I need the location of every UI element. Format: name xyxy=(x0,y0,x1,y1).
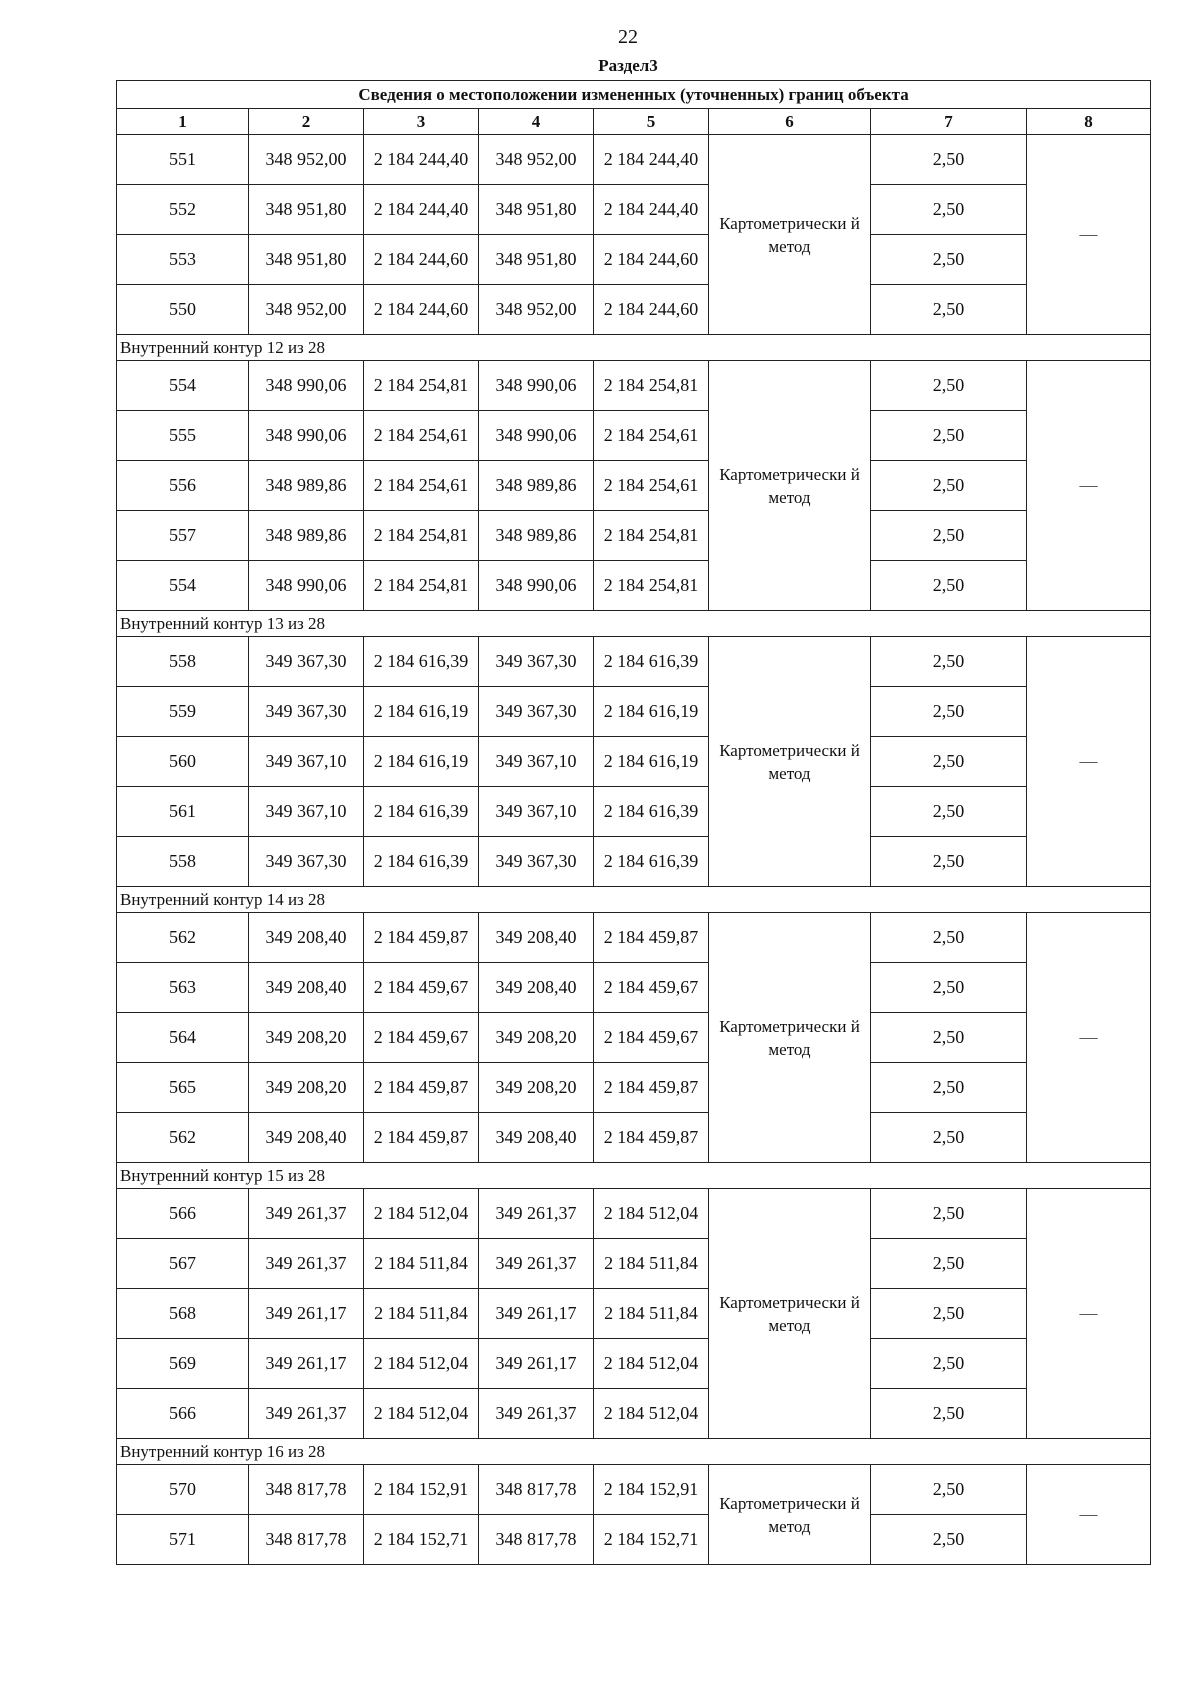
x-new-cell: 348 989,86 xyxy=(479,511,594,561)
x-old-cell: 348 952,00 xyxy=(249,135,364,185)
point-number-cell: 555 xyxy=(117,411,249,461)
coordinates-table xyxy=(116,80,1151,1565)
y-new-cell: 2 184 512,04 xyxy=(594,1389,709,1439)
contour-header-row xyxy=(117,611,1151,637)
point-number-cell: 567 xyxy=(117,1239,249,1289)
table-row xyxy=(117,837,1151,887)
x-old-cell: 349 367,10 xyxy=(249,787,364,837)
x-new-cell: 348 990,06 xyxy=(479,411,594,461)
contour-label: Внутренний контур 13 из 28 xyxy=(117,611,1151,637)
accuracy-cell: 2,50 xyxy=(871,687,1027,737)
accuracy-cell: 2,50 xyxy=(871,1389,1027,1439)
y-new-cell: 2 184 459,87 xyxy=(594,1113,709,1163)
accuracy-cell: 2,50 xyxy=(871,285,1027,335)
x-old-cell: 349 367,30 xyxy=(249,837,364,887)
accuracy-cell: 2,50 xyxy=(871,1013,1027,1063)
x-new-cell: 348 817,78 xyxy=(479,1515,594,1565)
y-old-cell: 2 184 459,87 xyxy=(364,913,479,963)
point-number-cell: 554 xyxy=(117,561,249,611)
y-old-cell: 2 184 459,87 xyxy=(364,1113,479,1163)
table-row xyxy=(117,1389,1151,1439)
column-header-3: 3 xyxy=(364,109,479,135)
x-new-cell: 349 208,20 xyxy=(479,1063,594,1113)
column-header-4: 4 xyxy=(479,109,594,135)
table-row xyxy=(117,1189,1151,1239)
y-old-cell: 2 184 616,19 xyxy=(364,737,479,787)
y-old-cell: 2 184 459,87 xyxy=(364,1063,479,1113)
y-old-cell: 2 184 152,71 xyxy=(364,1515,479,1565)
y-new-cell: 2 184 244,40 xyxy=(594,185,709,235)
accuracy-cell: 2,50 xyxy=(871,411,1027,461)
accuracy-cell: 2,50 xyxy=(871,1113,1027,1163)
y-new-cell: 2 184 244,60 xyxy=(594,285,709,335)
table-row xyxy=(117,235,1151,285)
accuracy-cell: 2,50 xyxy=(871,135,1027,185)
x-new-cell: 349 208,40 xyxy=(479,1113,594,1163)
table-row xyxy=(117,637,1151,687)
point-number-cell: 554 xyxy=(117,361,249,411)
x-old-cell: 349 261,37 xyxy=(249,1239,364,1289)
x-new-cell: 348 951,80 xyxy=(479,185,594,235)
table-row xyxy=(117,1013,1151,1063)
y-new-cell: 2 184 616,19 xyxy=(594,687,709,737)
y-old-cell: 2 184 511,84 xyxy=(364,1239,479,1289)
x-old-cell: 348 990,06 xyxy=(249,411,364,461)
contour-label: Внутренний контур 15 из 28 xyxy=(117,1163,1151,1189)
point-number-cell: 569 xyxy=(117,1339,249,1389)
table-row xyxy=(117,411,1151,461)
table-row xyxy=(117,913,1151,963)
y-new-cell: 2 184 616,39 xyxy=(594,787,709,837)
y-old-cell: 2 184 254,81 xyxy=(364,511,479,561)
accuracy-cell: 2,50 xyxy=(871,511,1027,561)
method-cell: Картометрически й метод xyxy=(709,135,871,335)
table-row xyxy=(117,1339,1151,1389)
table-row xyxy=(117,285,1151,335)
point-number-cell: 559 xyxy=(117,687,249,737)
point-number-cell: 557 xyxy=(117,511,249,561)
x-old-cell: 349 367,30 xyxy=(249,687,364,737)
table-row xyxy=(117,1063,1151,1113)
y-new-cell: 2 184 244,40 xyxy=(594,135,709,185)
column-header-6: 6 xyxy=(709,109,871,135)
y-old-cell: 2 184 254,81 xyxy=(364,561,479,611)
accuracy-cell: 2,50 xyxy=(871,1339,1027,1389)
section-title: Раздел3 xyxy=(598,56,658,75)
point-number-cell: 560 xyxy=(117,737,249,787)
y-new-cell: 2 184 152,91 xyxy=(594,1465,709,1515)
x-old-cell: 349 208,40 xyxy=(249,1113,364,1163)
x-new-cell: 349 261,37 xyxy=(479,1189,594,1239)
note-cell: — xyxy=(1027,135,1151,335)
point-number-cell: 558 xyxy=(117,637,249,687)
table-row xyxy=(117,511,1151,561)
point-number-cell: 566 xyxy=(117,1189,249,1239)
point-number-cell: 571 xyxy=(117,1515,249,1565)
point-number-cell: 558 xyxy=(117,837,249,887)
note-cell: — xyxy=(1027,1465,1151,1565)
column-header-7: 7 xyxy=(871,109,1027,135)
table-row xyxy=(117,737,1151,787)
table-row xyxy=(117,787,1151,837)
x-new-cell: 348 952,00 xyxy=(479,285,594,335)
y-old-cell: 2 184 254,61 xyxy=(364,461,479,511)
note-cell: — xyxy=(1027,1189,1151,1439)
x-new-cell: 348 952,00 xyxy=(479,135,594,185)
x-old-cell: 349 261,37 xyxy=(249,1189,364,1239)
y-old-cell: 2 184 152,91 xyxy=(364,1465,479,1515)
contour-label: Внутренний контур 14 из 28 xyxy=(117,887,1151,913)
x-old-cell: 348 952,00 xyxy=(249,285,364,335)
x-new-cell: 349 208,40 xyxy=(479,963,594,1013)
x-new-cell: 348 990,06 xyxy=(479,361,594,411)
accuracy-cell: 2,50 xyxy=(871,787,1027,837)
y-old-cell: 2 184 459,67 xyxy=(364,963,479,1013)
column-header-2: 2 xyxy=(249,109,364,135)
x-old-cell: 348 817,78 xyxy=(249,1515,364,1565)
contour-label: Внутренний контур 16 из 28 xyxy=(117,1439,1151,1465)
point-number-cell: 553 xyxy=(117,235,249,285)
point-number-cell: 565 xyxy=(117,1063,249,1113)
y-new-cell: 2 184 459,67 xyxy=(594,963,709,1013)
y-old-cell: 2 184 254,81 xyxy=(364,361,479,411)
y-old-cell: 2 184 244,40 xyxy=(364,185,479,235)
accuracy-cell: 2,50 xyxy=(871,837,1027,887)
point-number-cell: 562 xyxy=(117,913,249,963)
y-old-cell: 2 184 244,40 xyxy=(364,135,479,185)
x-old-cell: 349 367,10 xyxy=(249,737,364,787)
y-new-cell: 2 184 254,61 xyxy=(594,461,709,511)
x-old-cell: 348 817,78 xyxy=(249,1465,364,1515)
point-number-cell: 570 xyxy=(117,1465,249,1515)
y-new-cell: 2 184 459,67 xyxy=(594,1013,709,1063)
accuracy-cell: 2,50 xyxy=(871,963,1027,1013)
point-number-cell: 550 xyxy=(117,285,249,335)
x-new-cell: 348 817,78 xyxy=(479,1465,594,1515)
y-new-cell: 2 184 459,87 xyxy=(594,1063,709,1113)
y-new-cell: 2 184 512,04 xyxy=(594,1189,709,1239)
accuracy-cell: 2,50 xyxy=(871,913,1027,963)
y-new-cell: 2 184 616,39 xyxy=(594,637,709,687)
x-old-cell: 349 208,40 xyxy=(249,913,364,963)
method-cell: Картометрически й метод xyxy=(709,361,871,611)
point-number-cell: 562 xyxy=(117,1113,249,1163)
x-new-cell: 349 261,17 xyxy=(479,1289,594,1339)
y-old-cell: 2 184 459,67 xyxy=(364,1013,479,1063)
method-cell: Картометрически й метод xyxy=(709,1189,871,1439)
table-row xyxy=(117,1289,1151,1339)
x-old-cell: 349 208,20 xyxy=(249,1063,364,1113)
y-old-cell: 2 184 616,39 xyxy=(364,637,479,687)
y-old-cell: 2 184 512,04 xyxy=(364,1389,479,1439)
contour-header-row xyxy=(117,1439,1151,1465)
x-old-cell: 349 208,20 xyxy=(249,1013,364,1063)
table-row xyxy=(117,1515,1151,1565)
x-old-cell: 348 951,80 xyxy=(249,185,364,235)
contour-header-row xyxy=(117,335,1151,361)
table-row xyxy=(117,361,1151,411)
x-new-cell: 349 367,30 xyxy=(479,837,594,887)
point-number-cell: 568 xyxy=(117,1289,249,1339)
y-old-cell: 2 184 244,60 xyxy=(364,235,479,285)
column-header-5: 5 xyxy=(594,109,709,135)
y-new-cell: 2 184 616,39 xyxy=(594,837,709,887)
note-cell: — xyxy=(1027,637,1151,887)
y-new-cell: 2 184 511,84 xyxy=(594,1239,709,1289)
point-number-cell: 556 xyxy=(117,461,249,511)
y-old-cell: 2 184 511,84 xyxy=(364,1289,479,1339)
y-new-cell: 2 184 512,04 xyxy=(594,1339,709,1389)
y-new-cell: 2 184 616,19 xyxy=(594,737,709,787)
accuracy-cell: 2,50 xyxy=(871,561,1027,611)
y-new-cell: 2 184 152,71 xyxy=(594,1515,709,1565)
point-number-cell: 552 xyxy=(117,185,249,235)
accuracy-cell: 2,50 xyxy=(871,1515,1027,1565)
table-row xyxy=(117,461,1151,511)
y-old-cell: 2 184 254,61 xyxy=(364,411,479,461)
method-cell: Картометрически й метод xyxy=(709,1465,871,1565)
accuracy-cell: 2,50 xyxy=(871,737,1027,787)
table-row xyxy=(117,687,1151,737)
x-old-cell: 349 261,17 xyxy=(249,1339,364,1389)
x-new-cell: 349 367,10 xyxy=(479,737,594,787)
x-new-cell: 349 208,20 xyxy=(479,1013,594,1063)
y-new-cell: 2 184 254,81 xyxy=(594,511,709,561)
x-old-cell: 349 261,17 xyxy=(249,1289,364,1339)
column-header-8: 8 xyxy=(1027,109,1151,135)
x-new-cell: 349 208,40 xyxy=(479,913,594,963)
accuracy-cell: 2,50 xyxy=(871,1189,1027,1239)
y-new-cell: 2 184 511,84 xyxy=(594,1289,709,1339)
y-old-cell: 2 184 616,39 xyxy=(364,787,479,837)
accuracy-cell: 2,50 xyxy=(871,361,1027,411)
x-new-cell: 348 990,06 xyxy=(479,561,594,611)
accuracy-cell: 2,50 xyxy=(871,185,1027,235)
contour-header-row xyxy=(117,887,1151,913)
y-new-cell: 2 184 254,81 xyxy=(594,561,709,611)
point-number-cell: 561 xyxy=(117,787,249,837)
x-old-cell: 348 951,80 xyxy=(249,235,364,285)
table-row xyxy=(117,963,1151,1013)
x-old-cell: 348 989,86 xyxy=(249,511,364,561)
contour-label: Внутренний контур 12 из 28 xyxy=(117,335,1151,361)
table-row xyxy=(117,1113,1151,1163)
table-row xyxy=(117,561,1151,611)
table-row xyxy=(117,1465,1151,1515)
y-old-cell: 2 184 616,19 xyxy=(364,687,479,737)
note-cell: — xyxy=(1027,361,1151,611)
y-new-cell: 2 184 254,61 xyxy=(594,411,709,461)
x-old-cell: 349 367,30 xyxy=(249,637,364,687)
page-number: 22 xyxy=(618,26,638,48)
accuracy-cell: 2,50 xyxy=(871,461,1027,511)
x-new-cell: 348 989,86 xyxy=(479,461,594,511)
y-new-cell: 2 184 459,87 xyxy=(594,913,709,963)
point-number-cell: 563 xyxy=(117,963,249,1013)
x-new-cell: 349 367,10 xyxy=(479,787,594,837)
x-old-cell: 348 990,06 xyxy=(249,361,364,411)
x-new-cell: 349 367,30 xyxy=(479,687,594,737)
y-old-cell: 2 184 512,04 xyxy=(364,1339,479,1389)
accuracy-cell: 2,50 xyxy=(871,1063,1027,1113)
accuracy-cell: 2,50 xyxy=(871,1465,1027,1515)
y-old-cell: 2 184 244,60 xyxy=(364,285,479,335)
accuracy-cell: 2,50 xyxy=(871,235,1027,285)
note-cell: — xyxy=(1027,913,1151,1163)
table-row xyxy=(117,185,1151,235)
contour-header-row xyxy=(117,1163,1151,1189)
x-old-cell: 348 990,06 xyxy=(249,561,364,611)
y-new-cell: 2 184 254,81 xyxy=(594,361,709,411)
x-new-cell: 349 261,37 xyxy=(479,1389,594,1439)
y-old-cell: 2 184 616,39 xyxy=(364,837,479,887)
method-cell: Картометрически й метод xyxy=(709,637,871,887)
accuracy-cell: 2,50 xyxy=(871,637,1027,687)
x-old-cell: 349 208,40 xyxy=(249,963,364,1013)
y-new-cell: 2 184 244,60 xyxy=(594,235,709,285)
point-number-cell: 551 xyxy=(117,135,249,185)
x-old-cell: 348 989,86 xyxy=(249,461,364,511)
x-new-cell: 349 261,37 xyxy=(479,1239,594,1289)
column-header-1: 1 xyxy=(117,109,249,135)
accuracy-cell: 2,50 xyxy=(871,1239,1027,1289)
x-new-cell: 349 261,17 xyxy=(479,1339,594,1389)
table-row xyxy=(117,1239,1151,1289)
point-number-cell: 566 xyxy=(117,1389,249,1439)
y-old-cell: 2 184 512,04 xyxy=(364,1189,479,1239)
table-caption: Сведения о местоположении измененных (уточненных) границ объекта xyxy=(117,81,1151,109)
accuracy-cell: 2,50 xyxy=(871,1289,1027,1339)
x-new-cell: 349 367,30 xyxy=(479,637,594,687)
point-number-cell: 564 xyxy=(117,1013,249,1063)
table-row xyxy=(117,135,1151,185)
x-old-cell: 349 261,37 xyxy=(249,1389,364,1439)
method-cell: Картометрически й метод xyxy=(709,913,871,1163)
x-new-cell: 348 951,80 xyxy=(479,235,594,285)
